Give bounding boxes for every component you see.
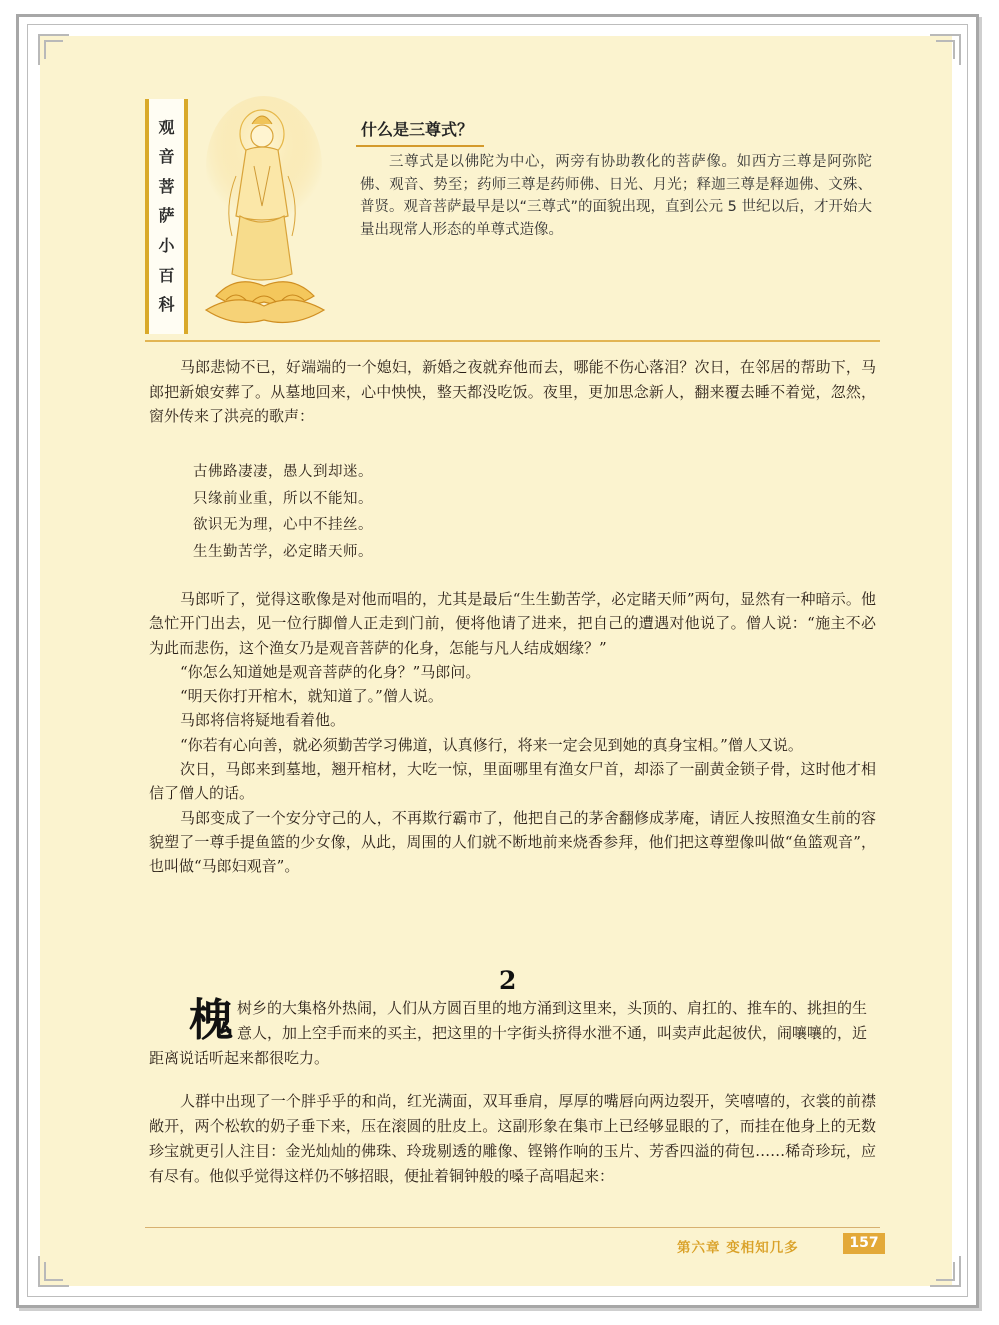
sidebar-banner — [145, 99, 188, 334]
paragraph-rest: 树乡的大集格外热闹，人们从方圆百里的地方涌到这里来，头顶的、肩扛的、推车的、挑担的生意人，加上空手而来的买主，把这里的十字街头挤得水泄不通，叫卖声此起彼伏，闹嚷嚷的，近距离说话听起来都很吃力。 — [149, 999, 868, 1067]
guanyin-illustration — [196, 96, 334, 334]
infobox-title: 什么是三尊式？ — [361, 120, 474, 139]
drop-cap: 槐 — [189, 995, 233, 1046]
story-body — [149, 587, 876, 879]
chapter-title: 第六章 变相知几多 — [677, 1240, 799, 1256]
paragraph: “你怎么知道她是观音菩萨的化身？”马郎问。 — [180, 662, 481, 681]
paragraph: “明天你打开棺木，就知道了。”僧人说。 — [180, 687, 443, 706]
paragraph: 次日，马郎来到墓地，翘开棺材，大吃一惊，里面哪里有渔女尸首，却添了一副黄金锁子骨，这时他才相信了僧人的话。 — [149, 760, 876, 803]
poem-line: 只缘前业重，所以不能知。 — [193, 490, 373, 507]
infobox-text: 三尊式是以佛陀为中心，两旁有协助教化的菩萨像。如西方三尊是阿弥陀佛、观音、势至；药师三尊是药师佛、日光、月光；释迦三尊是释迦佛、文殊、普贤。观音菩萨最早是以“三尊式”的面貌出现，直到公元 5 世纪以后，才开始大量出现常人形态的单尊式造像。 — [360, 154, 872, 238]
section-number: 2 — [499, 966, 517, 995]
corner-ornament-bottom-left — [37, 1254, 71, 1288]
banner-char: 百 — [158, 265, 175, 285]
paragraph: 马郎听了，觉得这歌像是对他而唱的，尤其是最后“生生勤苦学，必定睹天师”两句，显然有一种暗示。他急忙开门出去，见一位行脚僧人正走到门前，便将他请了进来，把自己的遭遇对他说了。僧人说：“施主不必为此而悲伤，这个渔女乃是观音菩萨的化身，怎能与凡人结成姻缘？” — [149, 590, 876, 657]
banner-char: 小 — [158, 236, 175, 256]
title-underline — [356, 145, 484, 147]
section2-paragraph-2 — [149, 1089, 876, 1189]
banner-char: 音 — [158, 147, 175, 167]
corner-ornament-top-left — [37, 33, 71, 67]
divider-top — [145, 340, 880, 342]
poem-line: 古佛路凄凄，愚人到却迷。 — [193, 464, 373, 480]
poem-line: 生生勤苦学，必定睹天师。 — [193, 543, 373, 560]
paragraph: 马郎悲恸不已，好端端的一个媳妇，新婚之夜就弃他而去，哪能不伤心落泪？次日，在邻居的帮助下，马郎把新娘安葬了。从墓地回来，心中怏怏，整天都没吃饭。夜里，更加思念新人，翻来覆去睡不着觉，忽然，窗外传来了洪亮的歌声： — [149, 358, 876, 425]
poem-line: 欲识无为理，心中不挂丝。 — [193, 517, 373, 533]
page-number: 157 — [843, 1233, 885, 1254]
paragraph: “你若有心向善，就必须勤苦学习佛道，认真修行，将来一定会见到她的真身宝相。”僧人又说。 — [180, 735, 803, 754]
corner-ornament-top-right — [928, 33, 962, 67]
banner-char: 菩 — [158, 176, 175, 196]
paragraph: 马郎将信将疑地看着他。 — [180, 711, 346, 730]
footer-rule — [145, 1227, 880, 1228]
section2-paragraph-1 — [149, 996, 876, 1071]
corner-ornament-bottom-right — [928, 1254, 962, 1288]
paragraph: 人群中出现了一个胖乎乎的和尚，红光满面，双耳垂肩，厚厚的嘴唇向两边裂开，笑嘻嘻的，衣裳的前襟敞开，两个松软的奶子垂下来，压在滚圆的肚皮上。这副形象在集市上已经够显眼的了，而挂在他身上的无数珍宝就更引人注目：金光灿灿的佛珠、玲珑剔透的雕像、铿锵作响的玉片、芳香四溢的荷包……稀奇珍玩，应有尽有。他似乎觉得这样仍不够招眼，便扯着铜钟般的嗓子高唱起来： — [149, 1092, 876, 1185]
banner-char: 科 — [158, 295, 175, 315]
story-paragraph-1 — [149, 355, 876, 429]
paragraph: 马郎变成了一个安分守己的人，不再欺行霸市了，他把自己的茅舍翻修成茅庵，请匠人按照渔女生前的容貌塑了一尊手提鱼篮的少女像，从此，周围的人们就不断地前来烧香参拜，他们把这尊塑像叫做“鱼篮观音”，也叫做“马郎妇观音”。 — [149, 808, 876, 876]
banner-char: 萨 — [158, 206, 175, 226]
poem — [193, 459, 373, 565]
banner-char: 观 — [158, 117, 175, 137]
